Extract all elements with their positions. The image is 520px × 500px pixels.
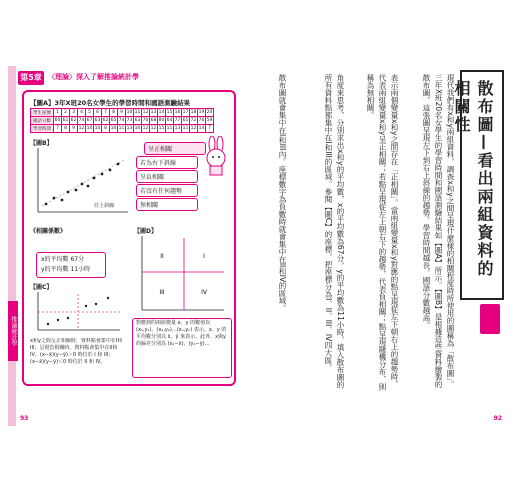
cell: 19 [198,110,205,115]
trend-label: 往上斜線 [94,203,115,209]
cell: 12 [150,126,157,131]
legend-negative-sub: 呈負相關 [136,170,198,183]
body-paragraph: 散布圖就會集中在I和III內。座標數字為負數時就會集中在II和IV的區域。 [278,74,287,313]
cell: 8 [62,125,70,133]
mean-y: y的平均數 11小時 [41,266,91,273]
cell: 10 [134,126,141,131]
cell: 60 [54,118,61,123]
quadrant-label: I [203,253,205,260]
scatter-plot-c [34,290,124,334]
row-header: 國語分數 [31,117,54,125]
cell: 9 [70,125,78,133]
rabbit-mascot-icon [202,136,230,176]
cell: 9 [118,109,126,117]
cell: 12 [190,126,197,131]
cell: 1 [54,109,62,117]
cell: 11 [118,126,125,131]
cell: 14 [198,126,205,131]
cell: 64 [166,118,173,123]
fig-c-label: 【圖C】 [30,284,53,291]
cell: 70 [142,118,149,123]
quadrant-label: II [160,253,164,260]
cell: 7 [102,109,110,117]
cell: 65 [110,118,117,123]
left-page [8,66,261,426]
fig-d-label: 【圖D】 [134,228,157,235]
cell: 10 [94,126,101,131]
cell: 15 [158,126,165,131]
table-row [31,109,214,117]
cell: 68 [150,118,157,123]
data-table [30,108,214,133]
page-title: 散布圖—看出兩組資料的相關性 [460,70,504,300]
cell: 72 [190,118,197,123]
body-paragraph: 角度來思考，分別求出x和y的平均數，x的平均數為67分，y的平均數為11小時，填入散布圖的所有資料點都集中在I和III的區域。參閱【圖C】的座標，把座標分為I、II、III、IV四大區。 [324,74,345,389]
cell: 11 [166,126,173,131]
side-tab: 推論統計學 [8,301,18,361]
cell: 7 [54,125,62,133]
cell: 63 [94,118,101,123]
body-paragraph: 現代我們有x和y兩組資料，調查x和y之間呈現什麼樣的相關程度時所使用的圖稱為「散布圖」。三年X班20名女學生的學習時間和國語測驗結果如【圖A】所示。【圖B】是根據這些資料繪製的散布圖，這張圖呈現左下到右上斜線的趨勢。學習時間越長，國語分數越高。 [422,74,455,389]
cell: 59 [206,118,213,123]
cell: 18 [190,110,197,115]
cell: 10 [86,126,93,131]
legend-none-sub: 無相關 [136,198,198,211]
cell: 10 [110,126,117,131]
cell: 4 [78,109,86,117]
cell: 6 [94,109,102,117]
cell: 62 [102,118,109,123]
cell: 3 [70,109,78,117]
cell: 77 [174,118,181,123]
cell: 2 [62,109,70,117]
cell: 8 [102,125,110,133]
mean-title: 《相關係數》 [30,228,67,235]
cell: 67 [86,118,93,123]
cell: 61 [62,118,69,123]
row-header: 學生座號 [31,109,54,117]
figure-panel [22,90,236,386]
cell: 12 [142,110,149,115]
cell: 63 [134,118,141,123]
corner-tag [480,304,500,334]
cell: 5 [86,109,94,117]
cell: 73 [126,118,133,123]
cell: 76 [198,118,205,123]
row-header: 學習時間 [31,125,54,133]
quadrant-diagram [138,234,228,314]
cell: 65 [182,118,189,123]
right-page [260,66,512,426]
page-number-right: 92 [493,415,502,422]
cell: 80 [158,118,165,123]
cell: 11 [182,126,189,131]
cell: 7 [206,125,214,133]
mean-x: x的平均數 67分 [41,256,85,263]
cell: 12 [142,126,149,131]
note-text: x和y之間呈正相關時，資料點會集中在I和III；呈現負相關時，資料點會集中在II和IV。(x−x̄)(y−ȳ)＞0 時位於 I 和 III；(x−x̄)(y−ȳ)＜0 時位於 II 和 IV。 [30,338,123,365]
legend-negative: 若為右下斜線 [136,156,198,169]
cell: 11 [134,110,141,115]
cell: 20 [206,110,213,115]
page-number-left: 93 [20,415,29,422]
mean-box [36,252,106,278]
table-row [31,117,214,125]
cell: 10 [126,110,133,115]
cell: 13 [174,126,181,131]
cell: 74 [78,118,85,123]
cell: 8 [110,109,118,117]
scatter-plot-b [32,146,132,218]
legend-none: 若沒有任何趨勢 [136,184,198,197]
cell: 74 [118,118,125,123]
cell: 13 [126,126,133,131]
cell: 12 [78,126,85,131]
cell: 14 [158,110,165,115]
body-paragraph: 表示兩個變量x和y之間存在「正相關」。當兩組變量x和y對應的點呈現從左下朝右上的趨勢時，代表兩組變量x和y呈正相關；若點呈現從左上朝右下的趨勢，代表負相關；點呈現隨機分布，則稱為無相關。 [366,74,399,391]
cell: 62 [70,118,77,123]
chapter-title: 〈理論〉深入了解推論統計學 [48,73,139,81]
legend-positive: 呈正相關 [144,142,206,155]
cell: 16 [174,110,181,115]
fig-b-label: 【圖B】 [30,140,53,147]
chapter-badge: 第5章 [18,71,44,85]
cell: 13 [150,110,157,115]
quadrant-label: IV [201,289,207,296]
callout-box: 對應到的兩組變量 x、y 的數值以 (x₁,y₁)、(x₂,y₂)…(xₙ,yₙ) 表示。x、y 的平均數分別以 x̄、ȳ 來表示。此外，x與y的偏差分別為 (x₁−x̄)、(y₁−ȳ)… [132,318,232,378]
cell: 17 [182,110,189,115]
table-title: 【圖A】3年X班20名女學生的學習時間和國語測驗結果 [30,99,191,107]
left-margin-bar [8,66,16,426]
book-spread [8,66,512,426]
quadrant-label: III [159,289,165,296]
table-row [31,125,214,133]
cell: 15 [166,110,173,115]
